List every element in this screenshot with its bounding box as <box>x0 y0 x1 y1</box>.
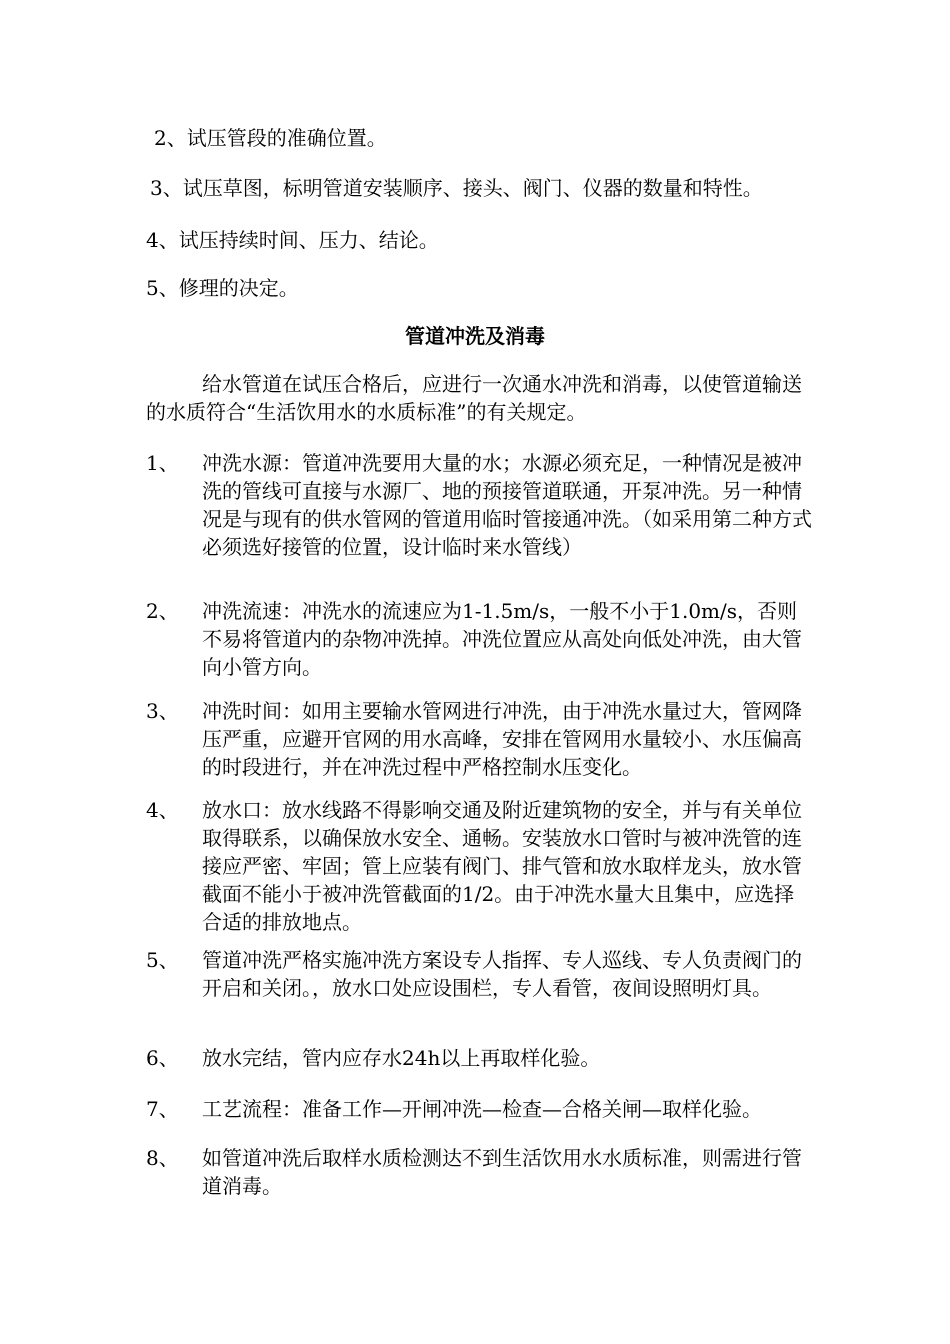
list-item-number: 7、 <box>146 1097 179 1121</box>
intro-paragraph: 给水管道在试压合格后，应进行一次通水冲洗和消毒，以使管道输送的水质符合“生活饮用水的水质标准”的有关规定。 <box>146 372 802 424</box>
list-item-number: 2、 <box>146 599 179 623</box>
list-item-number: 6、 <box>146 1046 179 1070</box>
list-item-text: 管道冲洗严格实施冲洗方案设专人指挥、专人巡线、专人负责阀门的开启和关闭。，放水口处应设围栏，专人看管，夜间设照明灯具。 <box>202 948 802 1000</box>
pre-item-2: 2、试压管段的准确位置。 <box>154 126 387 150</box>
list-item-text: 冲洗流速：冲洗水的流速应为1-1.5m/s，一般不小于1.0m/s，否则不易将管道内的杂物冲洗掉。冲洗位置应从高处向低处冲洗，由大管向小管方向。 <box>202 599 802 679</box>
list-item-number: 8、 <box>146 1146 179 1170</box>
list-item-number: 5、 <box>146 948 179 972</box>
list-item-text: 工艺流程：准备工作—开闸冲洗—检查—合格关闸—取样化验。 <box>202 1097 762 1121</box>
section-title: 管道冲洗及消毒 <box>405 324 545 348</box>
pre-item-3: 3、试压草图，标明管道安装顺序、接头、阀门、仪器的数量和特性。 <box>150 176 763 200</box>
list-item-text: 放水完结，管内应存水24h以上再取样化验。 <box>202 1046 601 1070</box>
list-item-number: 3、 <box>146 699 179 723</box>
list-item-text: 如管道冲洗后取样水质检测达不到生活饮用水水质标准，则需进行管道消毒。 <box>202 1146 802 1198</box>
list-item-text: 冲洗时间：如用主要输水管网进行冲洗，由于冲洗水量过大，管网降压严重，应避开官网的用水高峰，安排在管网用水量较小、水压偏高的时段进行，并在冲洗过程中严格控制水压变化。 <box>202 699 802 779</box>
list-item-text: 冲洗水源：管道冲洗要用大量的水；水源必须充足，一种情况是被冲洗的管线可直接与水源厂、地的预接管道联通，开泵冲洗。另一种情况是与现有的供水管网的管道用临时管接通冲洗。（如采用第二种方式必须选好接管的位置，设计临时来水管线） <box>202 451 812 559</box>
list-item-number: 4、 <box>146 798 179 822</box>
pre-item-5: 5、修理的决定。 <box>146 276 299 300</box>
list-item-text: 放水口：放水线路不得影响交通及附近建筑物的安全，并与有关单位取得联系，以确保放水安全、通畅。安装放水口管时与被冲洗管的连接应严密、牢固；管上应装有阀门、排气管和放水取样龙头，放水管截面不能小于被冲洗管截面的1/2。由于冲洗水量大且集中，应选择合适的排放地点。 <box>202 798 802 934</box>
list-item-number: 1、 <box>146 451 179 475</box>
pre-item-4: 4、试压持续时间、压力、结论。 <box>146 228 439 252</box>
